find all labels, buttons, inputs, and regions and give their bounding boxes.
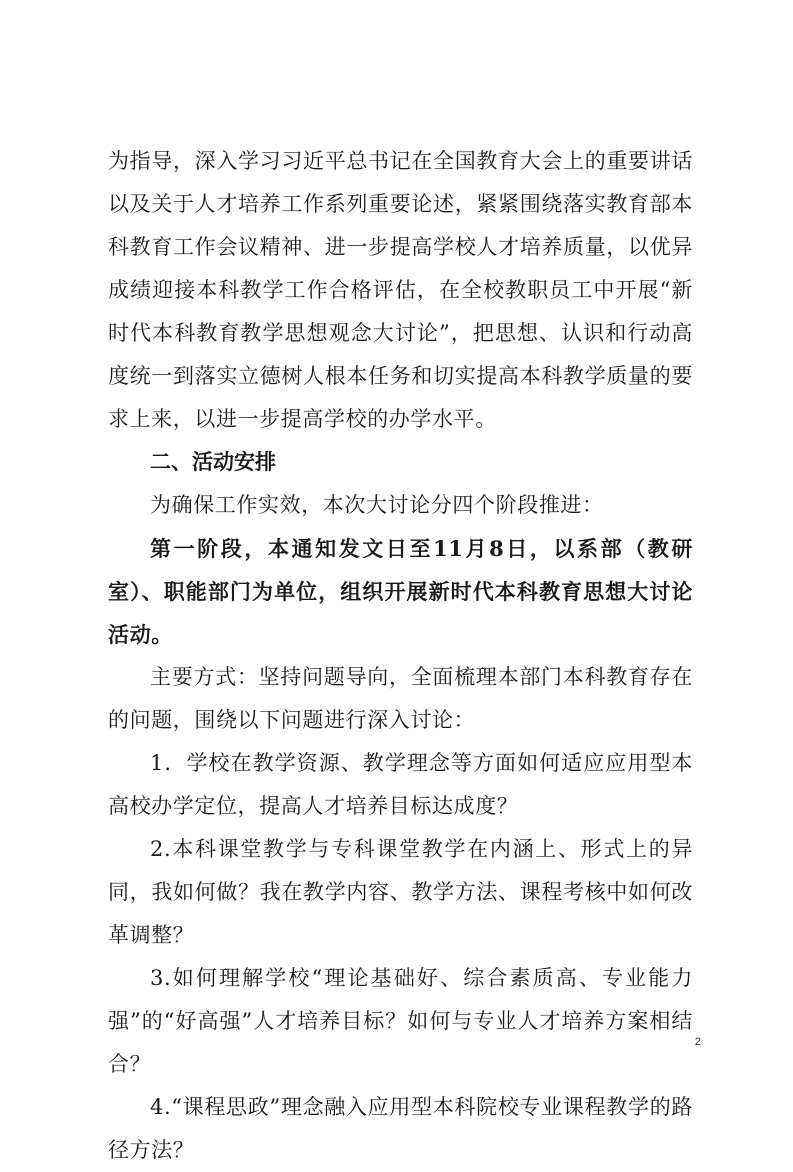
section-heading: 二、活动安排 — [150, 450, 276, 474]
paragraph-method: 主要方式：坚持问题导向，全面梳理本部门本科教育存在的问题，围绕以下问题进行深入讨论： — [108, 665, 693, 732]
paragraph-intro: 为指导，深入学习习近平总书记在全国教育大会上的重要讲话以及关于人才培养工作系列重要论述，紧紧围绕落实教育部本科教育工作会议精神、进一步提高学校人才培养质量，以优异成绩迎接本科教学工作合格评估，在全校教职员工中开展“新时代本科教育教学思想观念大讨论”，把思想、认识和行动高度统一到落实立德树人根本任务和切实提高本科教学质量的要求上来，以进一步提高学校的办学水平。 — [108, 149, 693, 431]
list-item-question-4: 4.“课程思政”理念融入应用型本科院校专业课程教学的路径方法？ — [108, 1095, 693, 1162]
document-body — [108, 140, 693, 1172]
paragraph-stage-one: 第一阶段，本通知发文日至11月8日，以系部（教研室）、职能部门为单位，组织开展新时代本科教育思想大讨论活动。 — [108, 536, 693, 647]
list-item-question-1: 1．学校在教学资源、教学理念等方面如何适应应用型本高校办学定位，提高人才培养目标达成度？ — [108, 751, 693, 818]
page-number: 2 — [694, 1036, 701, 1048]
list-item-question-3: 3.如何理解学校“理论基础好、综合素质高、专业能力强”的“好高强”人才培养目标？如何与专业人才培养方案相结合？ — [108, 966, 693, 1076]
list-item-question-2: 2.本科课堂教学与专科课堂教学在内涵上、形式上的异同，我如何做？我在教学内容、教学方法、课程考核中如何改革调整？ — [108, 837, 693, 947]
paragraph-stages: 为确保工作实效，本次大讨论分四个阶段推进： — [150, 493, 604, 517]
